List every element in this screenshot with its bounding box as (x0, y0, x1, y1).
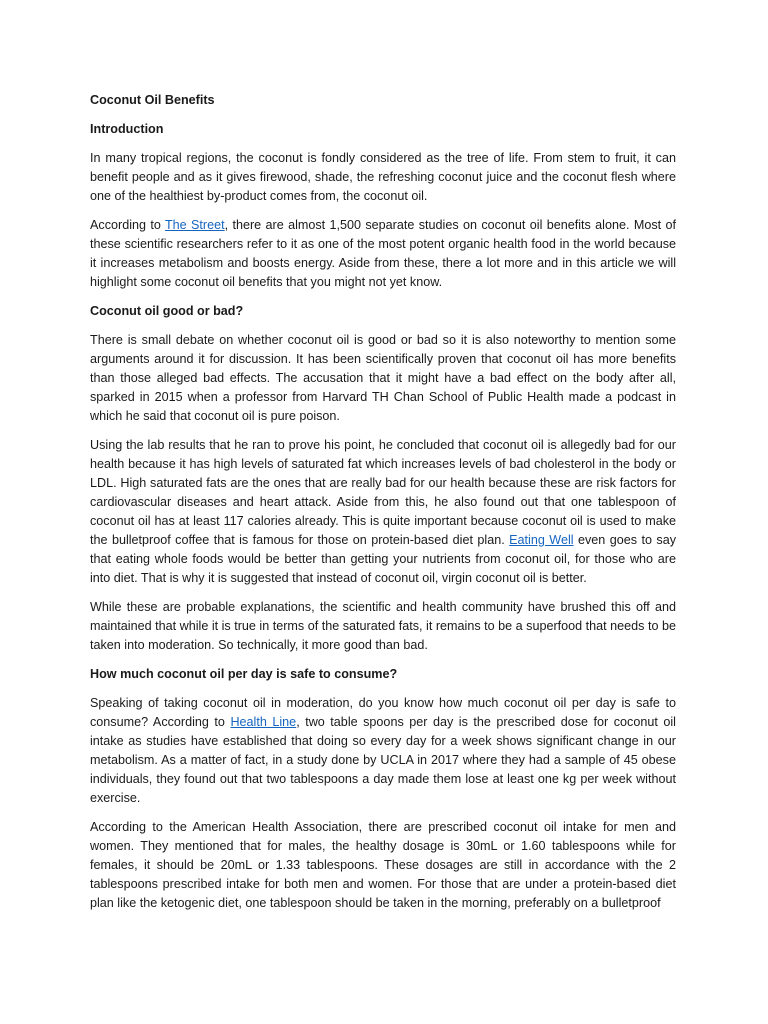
link-the-street[interactable]: The Street (164, 218, 225, 232)
paragraph-6: Speaking of taking coconut oil in moderation, do you know how much coconut oil per day is safe to consume? According to Health Line, two table spoons per day is the prescribed dose for coconut oil intake as studies have established that doing so every day for a week shows significant change in our metabolism. As a matter of fact, in a study done by UCLA in 2017 where they had a sample of 45 obese individuals, they found out that two tablespoons a day made them lose at least one kg per week without exercise. (90, 696, 676, 805)
link-health-line[interactable]: Health Line (230, 715, 297, 729)
paragraph-4: Using the lab results that he ran to prove his point, he concluded that coconut oil is allegedly bad for our health because it has high levels of saturated fat which increases levels of bad cholesterol in the body or LDL. High saturated fats are the ones that are really bad for our health because these are risk factors for cardiovascular diseases and heart attack. Aside from this, he also found out that one tablespoon of coconut oil has at least 117 calories already. This is quite important because coconut oil is used to make the bulletproof coffee that is famous for those on protein-based diet plan. Eating Well even goes to say that eating whole foods would be better than getting your nutrients from coconut oil, for those who are into diet. That is why it is suggested that instead of coconut oil, virgin coconut oil is better. (90, 438, 676, 585)
document-title: Coconut Oil Benefits (90, 93, 215, 107)
document-body (90, 91, 676, 923)
section-heading-how-much: How much coconut oil per day is safe to consume? (90, 667, 398, 681)
paragraph-2: According to The Street, there are almost 1,500 separate studies on coconut oil benefits alone. Most of these scientific researchers refer to it as one of the most potent organic health food in the world because it increases metabolism and boosts energy. Aside from these, there a lot more and in this article we will highlight some coconut oil benefits that you might not yet know. (90, 218, 676, 289)
section-heading-introduction: Introduction (90, 122, 164, 136)
section-heading-good-or-bad: Coconut oil good or bad? (90, 304, 244, 318)
paragraph-7: According to the American Health Association, there are prescribed coconut oil intake for men and women. They mentioned that for males, the healthy dosage is 30mL or 1.60 tablespoons while for females, it should be 20mL or 1.33 tablespoons. These dosages are still in accordance with the 2 tablespoons prescribed intake for both men and women. For those that are under a protein-based diet plan like the ketogenic diet, one tablespoon should be taken in the morning, preferably on a bulletproof (90, 820, 676, 910)
paragraph-1: In many tropical regions, the coconut is fondly considered as the tree of life. From stem to fruit, it can benefit people and as it gives firewood, shade, the refreshing coconut juice and the coconut flesh where one of the healthiest by-product comes from, the coconut oil. (90, 151, 676, 203)
paragraph-3: There is small debate on whether coconut oil is good or bad so it is also noteworthy to mention some arguments around it for discussion. It has been scientifically proven that coconut oil has more benefits than those alleged bad effects. The accusation that it might have a bad effect on the body after all, sparked in 2015 when a professor from Harvard TH Chan School of Public Health made a podcast in which he said that coconut oil is pure poison. (90, 333, 676, 423)
link-eating-well[interactable]: Eating Well (509, 533, 574, 547)
paragraph-5: While these are probable explanations, the scientific and health community have brushed this off and maintained that while it is true in terms of the saturated fats, it remains to be a superfood that needs to be taken into moderation. So technically, it more good than bad. (90, 600, 676, 652)
